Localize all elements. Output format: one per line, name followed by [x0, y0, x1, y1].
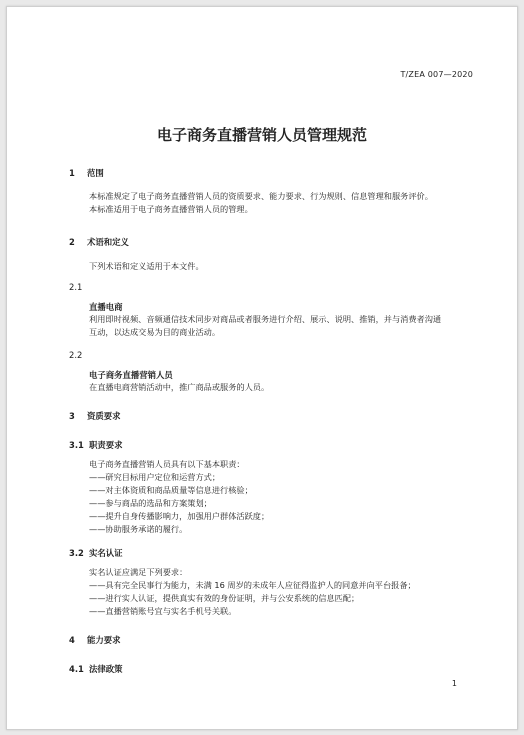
section-title: 能力要求 [87, 635, 121, 645]
term-2-1-number: 2.1 [69, 282, 83, 292]
section-number: 1 [69, 168, 75, 178]
document-number: T/ZEA 007—2020 [400, 70, 473, 79]
section-number: 3 [69, 411, 75, 421]
term-2-2-name: 电子商务直播营销人员 [89, 370, 173, 380]
term-2-1-name: 直播电商 [89, 302, 123, 312]
document-page [6, 6, 518, 730]
paragraph-line: 实名认证应满足下列要求： [89, 567, 188, 577]
section-2-heading [69, 236, 129, 248]
list-item: ——参与商品的选品和方案策划； [89, 498, 212, 508]
section-3-1-heading [69, 439, 123, 451]
paragraph-line: 互动，以达成交易为目的商业活动。 [89, 327, 221, 337]
section-number: 4 [69, 635, 75, 645]
list-item: ——研究目标用户定位和运营方式； [89, 472, 221, 482]
section-title: 资质要求 [87, 411, 121, 421]
section-title: 职责要求 [89, 440, 123, 450]
list-item: ——直播营销账号宜与实名手机号关联。 [89, 606, 237, 616]
paragraph-line: 本标准规定了电子商务直播营销人员的资质要求、能力要求、行为规则、信息管理和服务评价。 [89, 191, 433, 201]
section-title: 术语和定义 [87, 237, 129, 247]
section-3-2-heading [69, 547, 123, 559]
list-item: ——协助服务承诺的履行。 [89, 524, 188, 534]
list-item: ——具有完全民事行为能力，未满 16 周岁的未成年人应征得监护人的同意并向平台报备； [89, 580, 416, 590]
list-item: ——对主体资质和商品质量等信息进行核验； [89, 485, 253, 495]
list-item: ——提升自身传播影响力，加强用户群体活跃度； [89, 511, 270, 521]
paragraph-line: 在直播电商营销活动中，推广商品或服务的人员。 [89, 382, 270, 392]
document-title: 电子商务直播营销人员管理规范 [156, 126, 367, 144]
section-title: 范围 [87, 168, 104, 178]
section-title: 法律政策 [89, 664, 123, 674]
paragraph-line: 本标准适用于电子商务直播营销人员的管理。 [89, 204, 253, 214]
paragraph-line: 电子商务直播营销人员具有以下基本职责： [89, 459, 245, 469]
section-number: 3.2 [69, 548, 84, 558]
list-item: ——进行实人认证，提供真实有效的身份证明，并与公安系统的信息匹配； [89, 593, 360, 603]
duties-paragraph [89, 458, 477, 536]
section-3-heading [69, 410, 121, 422]
section-4-heading [69, 634, 121, 646]
page-number: 1 [451, 679, 457, 688]
paragraph-line: 下列术语和定义适用于本文件。 [89, 261, 204, 271]
term-2-2-number: 2.2 [69, 350, 83, 360]
section-number: 2 [69, 237, 75, 247]
term-2-1-definition [89, 313, 477, 339]
section-title: 实名认证 [89, 548, 123, 558]
terms-intro-paragraph [89, 260, 477, 273]
scope-paragraph [89, 190, 477, 216]
realname-paragraph [89, 566, 477, 618]
section-4-1-heading [69, 663, 123, 675]
term-2-2-definition [89, 381, 477, 394]
paragraph-line: 利用即时视频、音频通信技术同步对商品或者服务进行介绍、展示、说明、推销，并与消费者沟通 [89, 314, 442, 324]
section-1-heading [69, 167, 104, 179]
section-number: 3.1 [69, 440, 84, 450]
section-number: 4.1 [69, 664, 84, 674]
